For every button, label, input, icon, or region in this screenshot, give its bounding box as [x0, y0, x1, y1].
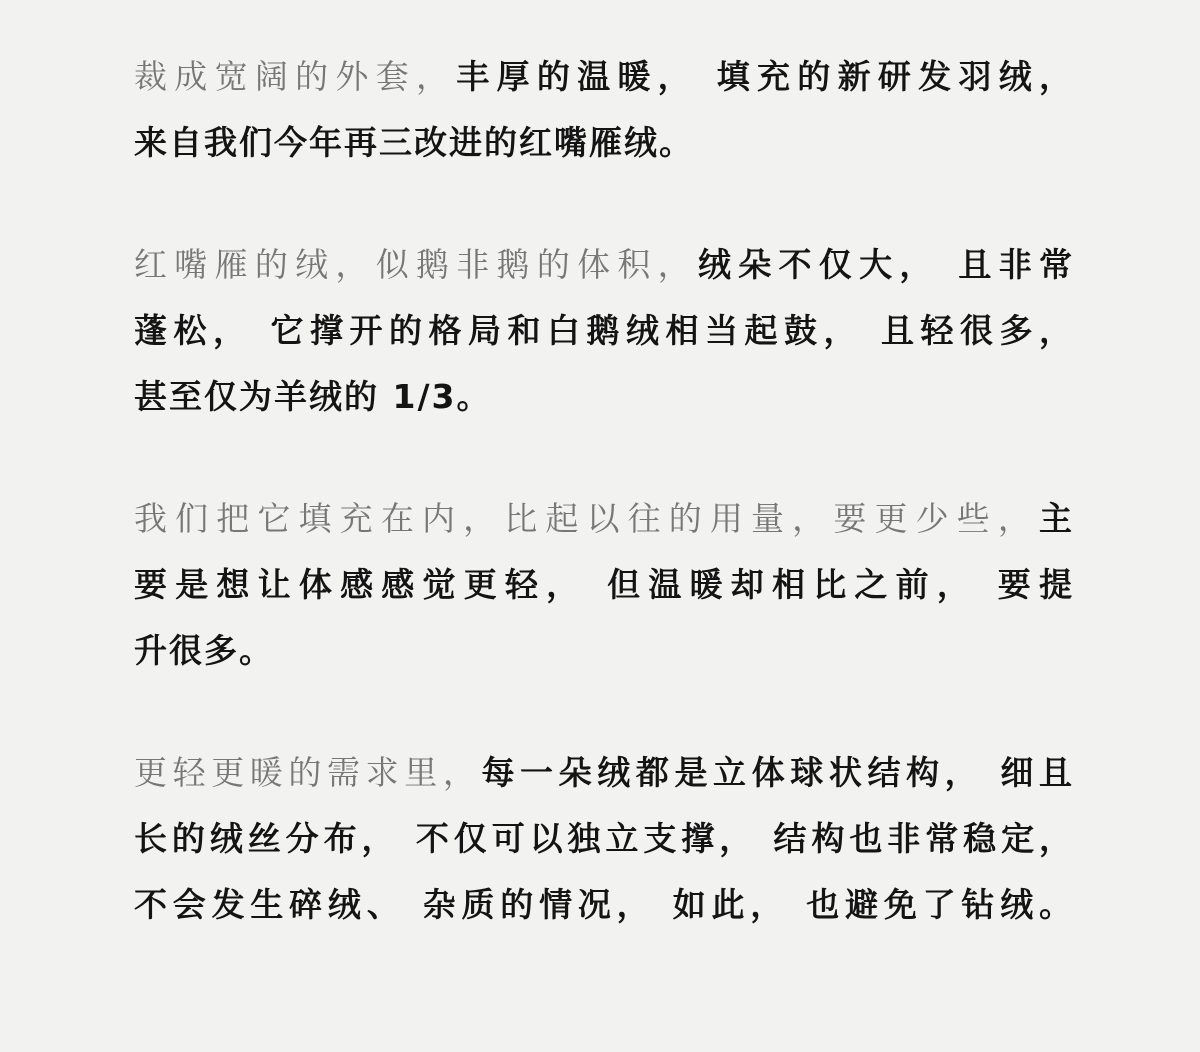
paragraph-goose-down-volume	[134, 232, 1074, 430]
muted-text: 我们把它填充在内，比起以往的用量，要更少些，	[134, 499, 1039, 538]
emphasis-text: 蓬松， 它撑开的格局和白鹅绒相当起鼓， 且轻很多，	[134, 311, 1074, 350]
emphasis-text: 来自我们今年再三改进的红嘴雁绒。	[134, 123, 694, 162]
emphasis-text: 每一朵绒都是立体球状结构， 细且	[481, 753, 1074, 792]
text-line	[134, 618, 1074, 684]
emphasis-text: 绒朵不仅大， 且非常	[697, 245, 1075, 284]
paragraph-fill-amount	[134, 486, 1074, 684]
emphasis-text: 长的绒丝分布， 不仅可以独立支撑， 结构也非常稳定，	[134, 819, 1074, 858]
text-line	[134, 740, 1074, 806]
emphasis-text: 丰厚的温暖， 填充的新研发羽绒，	[456, 57, 1074, 96]
muted-text: 更轻更暖的需求里，	[134, 753, 482, 792]
text-line	[134, 364, 1074, 430]
text-line	[134, 44, 1074, 110]
text-line	[134, 552, 1074, 618]
text-line	[134, 232, 1074, 298]
muted-text: 裁成宽阔的外套，	[134, 57, 457, 96]
emphasis-text: 要是想让体感感觉更轻， 但温暖却相比之前， 要提	[134, 565, 1074, 604]
paragraph-down-structure	[134, 740, 1074, 938]
text-line	[134, 872, 1074, 938]
text-line	[134, 110, 1074, 176]
text-line	[134, 298, 1074, 364]
text-line	[134, 486, 1074, 552]
emphasis-text: 升很多。	[134, 631, 274, 670]
paragraph-down-filling	[134, 44, 1074, 176]
emphasis-text: 甚至仅为羊绒的 1/3。	[134, 377, 492, 416]
text-line	[134, 806, 1074, 872]
emphasis-text: 不会发生碎绒、 杂质的情况， 如此， 也避免了钻绒。	[134, 885, 1074, 924]
emphasis-text: 主	[1039, 499, 1074, 538]
muted-text: 红嘴雁的绒，似鹅非鹅的体积，	[134, 245, 698, 284]
